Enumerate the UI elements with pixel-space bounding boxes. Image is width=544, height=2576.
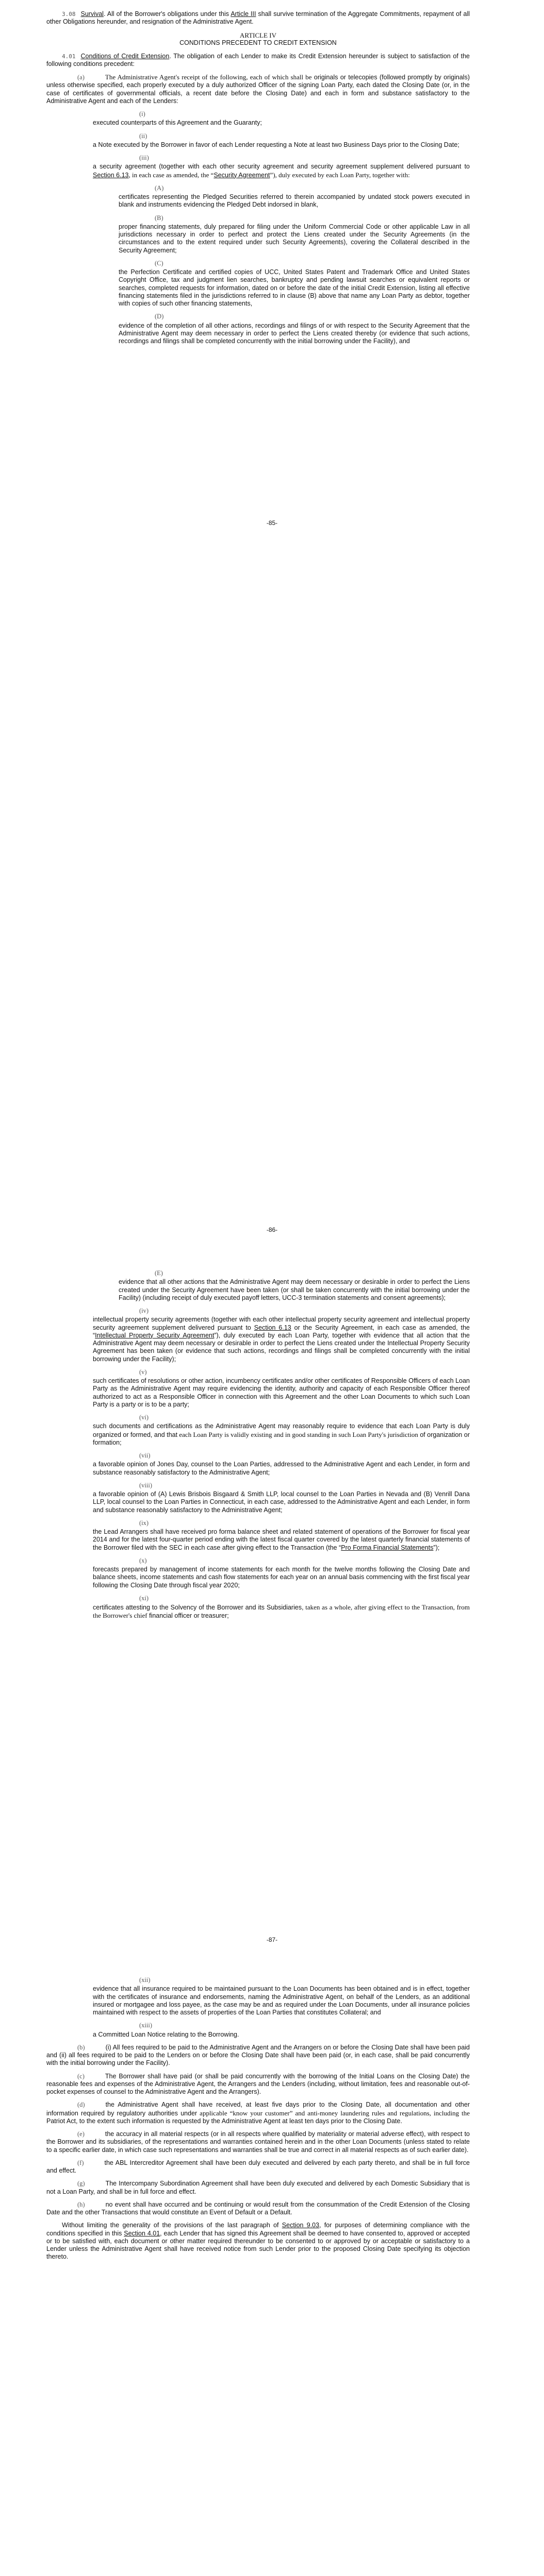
clause-text: applicable “know your customer” and anti-money laundering rules and regulations, including the — [197, 2109, 470, 2117]
section-text: . All of the Borrower's obligations under this — [103, 10, 231, 18]
clause-marker: (E) — [155, 1269, 163, 1277]
clause-text: the Lead Arrangers shall have received pro forma balance sheet and related statement of operations of the Borrower for fiscal year 2014 and for the latest four-quarter period ending with the latest fiscal quarter covered by the latest quarterly financial statements of the Borrower filed with the SEC in each case after giving effect to the Transaction (the “ — [93, 1528, 470, 1551]
clause-marker: (d) — [77, 2101, 85, 2109]
clause-marker: (iv) — [139, 1307, 149, 1314]
clause-marker: (B) — [155, 214, 163, 222]
clause-iii — [93, 154, 470, 179]
clause-xiii — [93, 2022, 470, 2039]
clause-text — [93, 1316, 470, 1363]
section-3-08 — [46, 10, 470, 26]
clause-text: or the Security Agreement, in each case as amended, the “ — [93, 1324, 470, 1339]
clause-marker: (A) — [155, 184, 164, 192]
clause-ii — [93, 132, 470, 149]
clause-text: such certificates of resolutions or other action, incumbency certificates and/or other certificates of Responsible Officers of each Loan Party as the Administrative Agent may require evidencing the identity, authority and capacity of each Responsible Officer thereof authorized to act as a Responsible Officer in connection with this Agreement and the other Loan Documents to which such Loan Party is a party or is to be a party; — [93, 1377, 470, 1408]
section-title: Conditions of Credit Extension — [80, 52, 170, 60]
clause-text: the ABL Intercreditor Agreement shall have been duly executed and delivered by each party thereto, and shall be in full force and effect. — [46, 2159, 470, 2174]
clause-iv — [93, 1307, 470, 1363]
clause-C — [119, 260, 470, 308]
page-88 — [0, 2116, 544, 2576]
clause-text: taken as a whole, after giving effect to the Transaction, from the Borrower's chief — [93, 1603, 470, 1620]
cross-reference-link[interactable]: Section 9.03 — [282, 2222, 320, 2229]
clause-text: ”); — [433, 1544, 440, 1551]
defined-term: Security Agreement — [213, 171, 270, 179]
clause-marker: (D) — [155, 313, 164, 320]
clause-marker: (viii) — [139, 1481, 152, 1489]
clause-B — [119, 214, 470, 255]
clause-marker: (xiii) — [139, 2022, 152, 2029]
page-87 — [0, 1412, 544, 2261]
section-number: 4.01 — [62, 53, 76, 60]
section-title: Survival — [80, 10, 104, 18]
clause-marker: (c) — [77, 2072, 85, 2080]
clause-text: the Perfection Certificate and certified copies of UCC, United States Patent and Trademark Office and United States Copyright Office, tax and judgment lien searches, bankruptcy and pending lawsuit searches or equivalent reports or searches, completed requests for information, dated on or before the date of the initial Credit Extension, listing all effective financing statements filed in the jurisdictions referred to in clause (B) above that name any Loan Party as debtor, together with copies of such other financing statements, — [119, 268, 470, 308]
defined-term: Intellectual Property Security Agreement — [95, 1331, 215, 1339]
clause-A — [119, 184, 470, 209]
clause-marker: (g) — [77, 2180, 85, 2188]
clause-E — [119, 1269, 470, 1302]
clause-marker: (v) — [139, 1368, 147, 1376]
clause-text: executed counterparts of this Agreement and the Guaranty; — [93, 119, 262, 127]
clause-text: no event shall have occurred and be continuing or would result from the consummation of the Credit Extension of the Closing Date and the other Transactions that would constitute an Event of Default or a Default. — [46, 2200, 470, 2216]
clause-text: of organization or formation; — [93, 1431, 470, 1446]
clause-text: such documents and certifications as the Administrative Agent may reasonably require to evidence that each Loan Party is duly organized or formed, and that — [93, 1422, 470, 1438]
clause-text: intellectual property security agreements (together with each other intellectual property security agreement and intellectual property security agreement supplement delivered pursuant to — [93, 1316, 470, 1331]
clause-text: , in each case as amended, the “ — [128, 171, 214, 179]
clause-text: a Note executed by the Borrower in favor of each Lender requesting a Note at least two Business Days prior to the Closing Date; — [93, 141, 459, 148]
page-85 — [0, 0, 544, 707]
clause-text: a favorable opinion of (A) Lewis Brisbois Bisgaard & Smith LLP, local counsel to the Loan Parties in Nevada and (B) Venrill Dana LLP, local counsel to the Loan Parties in Connecticut, in each case, addressed to the Administrative Agent and each Lender, in form and substance reasonably satisfactory to the Administrative Agent; — [93, 1490, 470, 1514]
clause-text: originals or telecopies (followed promptly by originals) unless otherwise specified, each properly executed by a duly authorized Officer of the signing Loan Party, each dated the Closing Date (or, in the case of certificates of governmental officials, a recent date before the Closing Date) and each in form and substance satisfactory to the Administrative Agent and each of the Lenders: — [46, 74, 470, 105]
clause-a — [46, 73, 470, 105]
page-number: -87- — [266, 1936, 278, 1943]
clause-v — [93, 1368, 470, 1409]
clause-text: certificates attesting to the Solvency of the Borrower and its Subsidiaries, — [93, 1604, 304, 1611]
clause-marker: (C) — [155, 259, 163, 267]
clause-text: The Administrative Agent's receipt of the following, each of which shall be — [105, 73, 312, 81]
clause-marker: (xi) — [139, 1594, 149, 1602]
article-title: CONDITIONS PRECEDENT TO CREDIT EXTENSION — [179, 39, 337, 47]
page-number: -86- — [266, 1226, 278, 1233]
section-number: 3.08 — [62, 11, 76, 18]
clause-text: Patriot Act, to the extent such information is requested by the Administrative Agent at least ten days prior to the Closing Date. — [46, 2117, 402, 2125]
cross-reference-link[interactable]: Section 6.13 — [93, 171, 129, 179]
clause-marker: (i) — [139, 110, 145, 118]
article-label: ARTICLE IV — [239, 31, 277, 39]
section-4-01 — [46, 53, 470, 69]
clause-text: evidence that all insurance required to be maintained pursuant to the Loan Documents has been obtained and is in effect, together with the certificates of insurance and endorsements, naming the Administrative Agent, on behalf of the Lenders, as an additional insured or mortgagee and loss payee, as the case may be and as required under the Loan Documents, under all insurance policies maintained with respect to the assets of properties of the Loan Parties that constitutes Collateral; and — [93, 1985, 470, 2016]
cross-reference-link[interactable]: Section 4.01 — [124, 2229, 160, 2237]
clause-b — [46, 2044, 470, 2067]
clause-text: the accuracy in all material respects (or in all respects where qualified by materiality or material adverse effect), with respect to the Borrower and its subsidiaries, of the representations and warranties contained herein and in the other Loan Documents (unless stated to relate to a specific earlier date, in which case such representations and warranties shall be true and correct in all material respects as of such earlier date). — [46, 2130, 470, 2154]
clause-marker: (a) — [77, 74, 85, 81]
clause-text: financial officer or treasurer; — [147, 1612, 229, 1620]
clause-marker: (iii) — [139, 154, 149, 162]
clause-marker: (e) — [77, 2130, 85, 2138]
clause-text: proper financing statements, duly prepared for filing under the Uniform Commercial Code or other applicable Law in all jurisdictions necessary in order to perfect and protect the Liens created under the Security Agreements (in the circumstances and to the extent required under such Security Agreements), covering the Collateral described in the Security Agreement; — [119, 223, 470, 254]
defined-term: Pro Forma Financial Statements — [341, 1544, 434, 1551]
clause-marker: (vii) — [139, 1452, 151, 1459]
clause-text: the Administrative Agent shall have received, at least five days prior to the Closing Date, all documentation and other information required by regulatory authorities under — [46, 2101, 470, 2117]
clause-text: forecasts prepared by management of income statements for each month for the twelve months following the Closing Date and balance sheets, income statements and cash flow statements for each year on an annual basis commencing with the first fiscal year following the Closing Date through fiscal year 2020; — [93, 1566, 470, 1589]
cross-reference-link[interactable]: Article III — [230, 10, 256, 18]
clause-text: a security agreement (together with each other security agreement and security agreement supplement delivered pursuant to — [93, 163, 470, 171]
clause-text: The Intercompany Subordination Agreement shall have been duly executed and delivered by each Domestic Subsidiary that is not a Loan Party, and shall be in full force and effect. — [46, 2180, 470, 2195]
clause-c — [46, 2073, 470, 2096]
clause-text: (i) All fees required to be paid to the Administrative Agent and the Arrangers on or before the Closing Date shall have been paid and (ii) all fees required to be paid to the Lenders on or before the Closing Date shall have been paid (or, in each case, shall be paid concurrently with the initial borrowing under the Facility). — [46, 2043, 470, 2067]
clause-marker: (b) — [77, 2043, 85, 2051]
clause-text: each Loan Party is validly existing and in good standing in such Loan Party's jurisdiction — [177, 1430, 418, 1438]
clause-marker: (ix) — [139, 1519, 149, 1527]
clause-text: certificates representing the Pledged Securities referred to therein accompanied by undated stock powers executed in blank and instruments evidencing the Pledged Debt indorsed in blank, — [119, 193, 470, 209]
cross-reference-link[interactable]: Section 6.13 — [254, 1324, 291, 1331]
section-text: shall survive termination of the Aggregate Commitments, repayment of all other Obligations hereunder, and resignation of the Administrative Agent. — [46, 10, 470, 26]
clause-marker: (xii) — [139, 1976, 151, 1984]
clause-text: evidence that all other actions that the Administrative Agent may deem necessary or desirable in order to perfect the Liens created under the Security Agreement have been taken (or shall be taken concurrently with the initial borrowing under the Facility) (including receipt of duly executed payoff letters, UCC-3 termination statements and consent agreements); — [119, 1278, 470, 1301]
clause-text: ”), duly executed by each Loan Party, together with: — [270, 171, 410, 179]
paragraph-text: , each Lender that has signed this Agreement shall be deemed to have consented to, approved or accepted or to be satisfied with, each document or other matter required thereunder to be consented to or approved by or acceptable or satisfactory to a Lender unless the Administrative Agent shall have received notice from such Lender prior to the proposed Closing Date specifying its objection thereto. — [46, 2229, 470, 2261]
clause-marker: (f) — [77, 2159, 84, 2166]
clause-xii — [93, 1976, 470, 2016]
page-number: -85- — [266, 519, 278, 527]
clause-text — [93, 163, 470, 179]
clause-text: evidence of the completion of all other actions, recordings and filings of or with respect to the Security Agreement that the Administrative Agent may deem necessary in order to perfect the Liens created thereby (or evidence that such actions, recordings and filings shall be completed concurrently with the initial borrowing under the Facility), and — [119, 321, 470, 345]
clause-marker: (ii) — [139, 132, 147, 140]
paragraph-text: , for purposes of determining compliance with the conditions specified in this — [46, 2222, 470, 2237]
clause-marker: (vi) — [139, 1414, 149, 1421]
clause-i — [93, 110, 470, 127]
section-text: . The obligation of each Lender to make its Credit Extension hereunder is subject to satisfaction of the following conditions precedent: — [46, 52, 470, 67]
page-86 — [0, 707, 544, 1620]
clause-text: The Borrower shall have paid (or shall be paid concurrently with the borrowing of the Initial Loans on the Closing Date) the reasonable fees and expenses of the Administrative Agent, the Arrangers and the Lenders (including, without limitation, fees and reasonable out-of-pocket expenses of counsel to the Administrative Agent and the Arrangers). — [46, 2072, 470, 2095]
paragraph-text: Without limiting the generality of the provisions of the last paragraph of — [62, 2222, 282, 2229]
clause-D — [119, 313, 470, 345]
clause-text: ”), duly executed by each Loan Party, together with evidence that all action that the Administrative Agent may deem necessary or desirable in order to perfect the Liens created under the Intellectual Property Security Agreement has been taken (or evidence that such actions, recordings and filings shall be completed concurrently with the initial borrowing under the Facility); — [93, 1331, 470, 1363]
clause-text: a Committed Loan Notice relating to the Borrowing. — [93, 2030, 239, 2038]
clause-marker: (h) — [77, 2200, 85, 2208]
clause-marker: (x) — [139, 1556, 147, 1564]
clause-text: a favorable opinion of Jones Day, counsel to the Loan Parties, addressed to the Administrative Agent and each Lender, in form and substance reasonably satisfactory to the Administrative Agent; — [93, 1461, 470, 1476]
